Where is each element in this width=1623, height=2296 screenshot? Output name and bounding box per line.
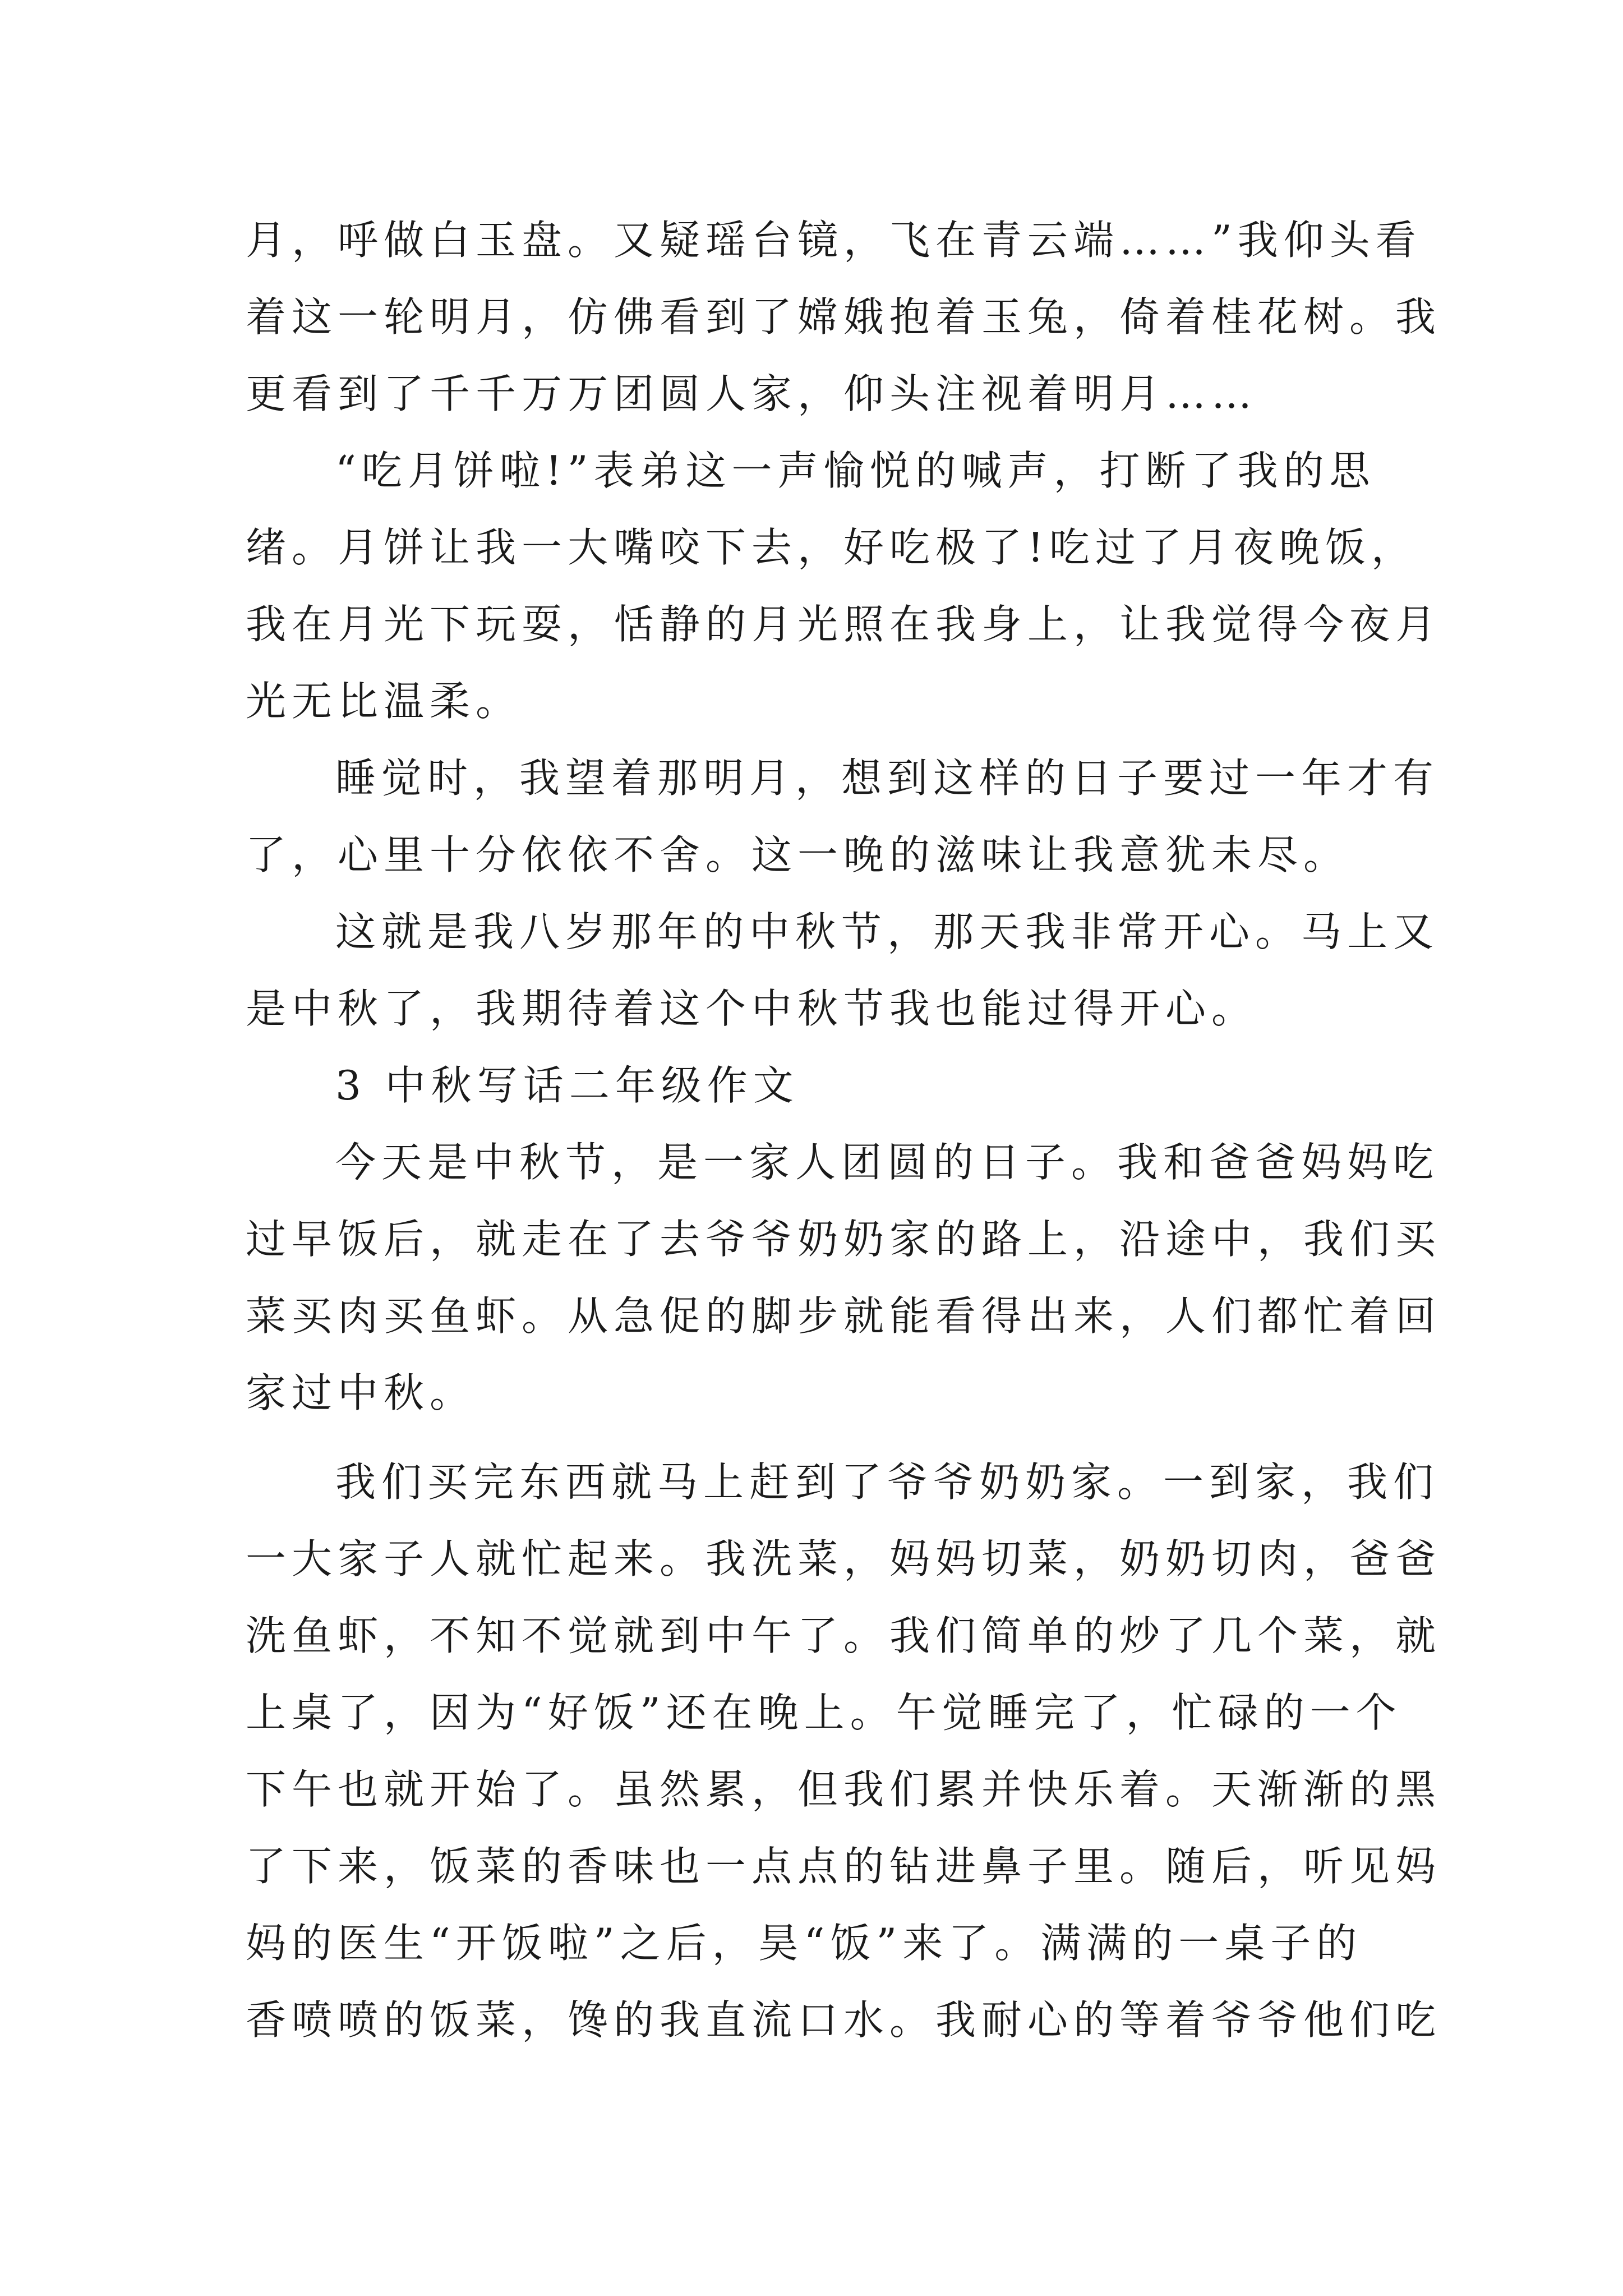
- paragraph-start-line: “吃月饼啦!”表弟这一声愉悦的喊声，打断了我的思: [335, 447, 1376, 494]
- text-line: 月，呼做白玉盘。又疑瑶台镜，飞在青云端……”我仰头看: [246, 217, 1422, 264]
- text-line: 过早饭后，就走在了去爷爷奶奶家的路上，沿途中，我们买: [246, 1216, 1442, 1263]
- text-line: 绪。月饼让我一大嘴咬下去，好吃极了!吃过了月夜晚饭，: [246, 524, 1417, 571]
- paragraph-start-line: 这就是我八岁那年的中秋节，那天我非常开心。马上又: [335, 908, 1440, 955]
- text-line: 下午也就开始了。虽然累，但我们累并快乐着。天渐渐的黑: [246, 1766, 1442, 1813]
- paragraph-start-line: 我们买完东西就马上赶到了爷爷奶奶家。一到家，我们: [335, 1458, 1440, 1506]
- text-line: 更看到了千千万万团圆人家，仰头注视着明月……: [246, 370, 1258, 417]
- text-line: 了，心里十分依依不舍。这一晚的滋味让我意犹未尽。: [246, 831, 1350, 878]
- text-line: 光无比温柔。: [246, 678, 522, 725]
- text-line: 上桌了，因为“好饭”还在晚上。午觉睡完了，忙碌的一个: [246, 1689, 1402, 1736]
- section-heading: 3 中秋写话二年级作文: [335, 1062, 799, 1109]
- text-line: 洗鱼虾，不知不觉就到中午了。我们简单的炒了几个菜，就: [246, 1612, 1442, 1659]
- text-line: 菜买肉买鱼虾。从急促的脚步就能看得出来，人们都忙着回: [246, 1292, 1442, 1340]
- essay-body: [246, 202, 1442, 2059]
- text-line: 是中秋了，我期待着这个中秋节我也能过得开心。: [246, 985, 1258, 1032]
- text-line: 我在月光下玩耍，恬静的月光照在我身上，让我觉得今夜月: [246, 601, 1442, 648]
- text-line: 香喷喷的饭菜，馋的我直流口水。我耐心的等着爷爷他们吃: [246, 1996, 1442, 2044]
- paragraph-start-line: 今天是中秋节，是一家人团圆的日子。我和爸爸妈妈吃: [335, 1139, 1440, 1186]
- text-line: 着这一轮明月，仿佛看到了嫦娥抱着玉兔，倚着桂花树。我: [246, 293, 1442, 341]
- text-line: 一大家子人就忙起来。我洗菜，妈妈切菜，奶奶切肉，爸爸: [246, 1535, 1442, 1582]
- text-line: 妈的医生“开饭啦”之后，昊“饭”来了。满满的一桌子的: [246, 1920, 1363, 1967]
- paragraph-start-line: 睡觉时，我望着那明月，想到这样的日子要过一年才有: [335, 754, 1440, 802]
- text-line: 家过中秋。: [246, 1369, 476, 1416]
- text-line: 了下来，饭菜的香味也一点点的钻进鼻子里。随后，听见妈: [246, 1843, 1442, 1890]
